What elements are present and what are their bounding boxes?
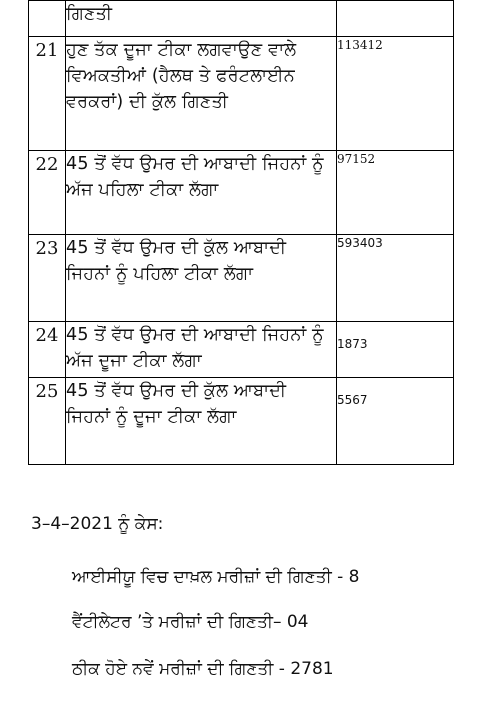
icu-patients-count: ਆਈਸੀਯੂ ਵਿਚ ਦਾਖ਼ਲ ਮਰੀਜ਼ਾਂ ਦੀ ਗਿਣਤੀ - 8 bbox=[72, 567, 360, 587]
table-row bbox=[29, 37, 454, 151]
row-number: 25 bbox=[29, 378, 66, 465]
table-row bbox=[29, 322, 454, 378]
row-description: 45 ਤੋਂ ਵੱਧ ਉਮਰ ਦੀ ਆਬਾਦੀ ਜਿਹਨਾਂ ਨੂੰ ਅੱਜ ਪਹਿਲਾ ਟੀਕਾ ਲੱਗਾ bbox=[66, 151, 337, 235]
ventilator-patients-count: ਵੈਂਟੀਲੇਟਰ ’ਤੇ ਮਰੀਜ਼ਾਂ ਦੀ ਗਿਣਤੀ– 04 bbox=[72, 612, 309, 632]
row-number: 22 bbox=[29, 151, 66, 235]
row-description: 45 ਤੋਂ ਵੱਧ ਉਮਰ ਦੀ ਕੁੱਲ ਆਬਾਦੀ ਜਿਹਨਾਂ ਨੂੰ ਦੂਜਾ ਟੀਕਾ ਲੱਗਾ bbox=[66, 378, 337, 465]
row-description: ਗਿਣਤੀ bbox=[66, 1, 337, 37]
vaccination-table bbox=[28, 0, 454, 465]
row-number bbox=[29, 1, 66, 37]
row-number: 24 bbox=[29, 322, 66, 378]
row-number: 23 bbox=[29, 235, 66, 322]
row-value bbox=[337, 1, 454, 37]
cases-heading: 3–4–2021 ਨੂੰ ਕੇਸ: bbox=[31, 514, 164, 534]
row-number: 21 bbox=[29, 37, 66, 151]
row-description: 45 ਤੋਂ ਵੱਧ ਉਮਰ ਦੀ ਕੁੱਲ ਆਬਾਦੀ ਜਿਹਨਾਂ ਨੂੰ ਪਹਿਲਾ ਟੀਕਾ ਲੱਗਾ bbox=[66, 235, 337, 322]
row-description: ਹੁਣ ਤੱਕ ਦੂਜਾ ਟੀਕਾ ਲਗਵਾਉਣ ਵਾਲੇ ਵਿਅਕਤੀਆਂ (ਹੈਲਥ ਤੇ ਫਰੰਟਲਾਈਨ ਵਰਕਰਾਂ) ਦੀ ਕੁੱਲ ਗਿਣਤੀ bbox=[66, 37, 337, 151]
row-value: 113412 bbox=[337, 37, 454, 151]
table-row bbox=[29, 378, 454, 465]
row-value: 97152 bbox=[337, 151, 454, 235]
row-description: 45 ਤੋਂ ਵੱਧ ਉਮਰ ਦੀ ਆਬਾਦੀ ਜਿਹਨਾਂ ਨੂੰ ਅੱਜ ਦੂਜਾ ਟੀਕਾ ਲੱਗਾ bbox=[66, 322, 337, 378]
row-value: 1873 bbox=[337, 322, 454, 378]
row-value: 5567 bbox=[337, 378, 454, 465]
table-row bbox=[29, 235, 454, 322]
table-row bbox=[29, 151, 454, 235]
recovered-patients-count: ਠੀਕ ਹੋਏ ਨਵੇਂ ਮਰੀਜ਼ਾਂ ਦੀ ਗਿਣਤੀ - 2781 bbox=[72, 659, 334, 679]
row-value: 593403 bbox=[337, 235, 454, 322]
table-row bbox=[29, 1, 454, 37]
